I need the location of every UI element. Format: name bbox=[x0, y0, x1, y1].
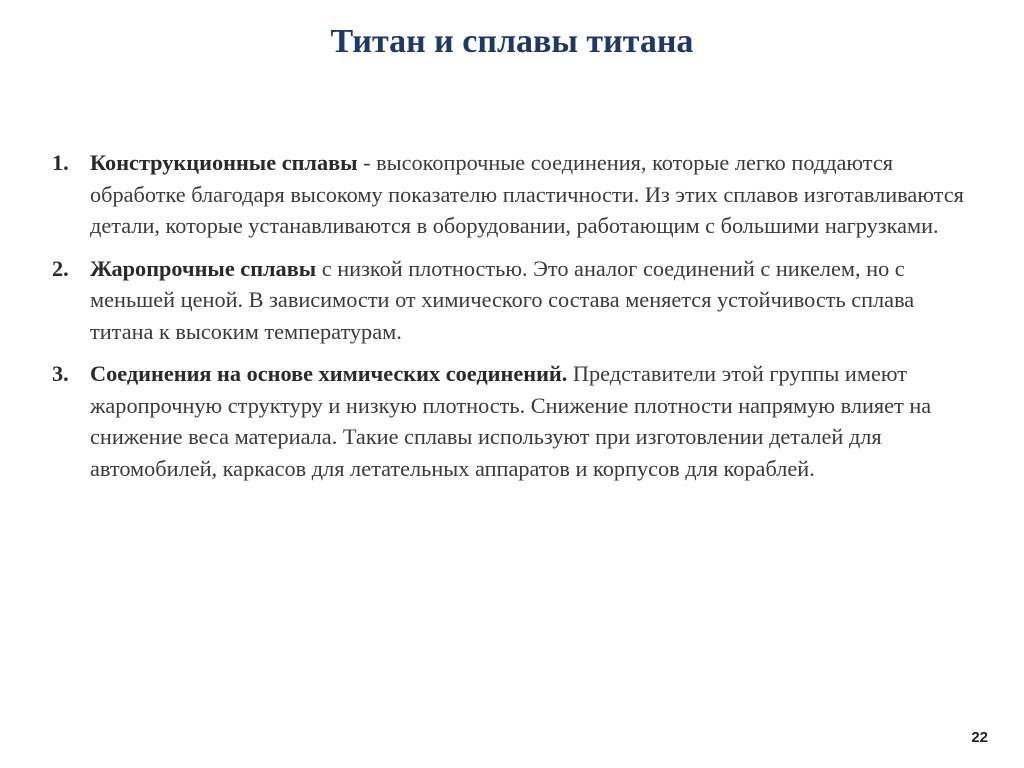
item-text: с низкой плотностью. Это аналог соединений с никелем, но с меньшей ценой. В зависимости от химического состава меняется устойчивость сплава титана к высоким температурам. bbox=[90, 255, 915, 344]
item-number: 2. bbox=[52, 255, 69, 281]
item-text: Представители этой группы имеют жаропрочную структуру и низкую плотность. Снижение плотности напрямую влияет на снижение веса материала. Такие сплавы используют при изготовлении деталей для автомобилей, каркасов для летательных аппаратов и корпусов для кораблей. bbox=[90, 361, 932, 481]
list-item bbox=[52, 147, 982, 242]
item-term: Конструкционные сплавы bbox=[90, 150, 358, 175]
item-text: - высокопрочные соединения, которые легко поддаются обработке благодаря высокому показателю пластичности. Из этих сплавов изготавливаются детали, которые устанавливаются в оборудовании, работающим с большими нагрузками. bbox=[90, 150, 964, 238]
item-term: Соединения на основе химических соединений. bbox=[90, 361, 568, 386]
page-number: 22 bbox=[971, 729, 988, 746]
slide-title: Титан и сплавы титана bbox=[330, 23, 694, 60]
item-number: 3. bbox=[52, 361, 69, 386]
alloy-types-list bbox=[52, 147, 982, 495]
list-item bbox=[52, 358, 982, 484]
item-term: Жаропрочные сплавы bbox=[90, 255, 317, 281]
list-item bbox=[52, 253, 982, 348]
item-number: 1. bbox=[52, 150, 69, 175]
